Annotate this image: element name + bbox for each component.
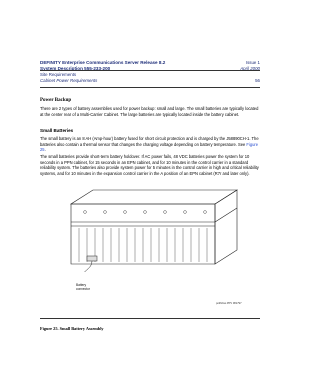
- intro-paragraph: There are 2 types of battery assemblies used for power backup: small and large. The small batteries are typically located at the center rear of a Multi-Carrier Cabinet. The large batteries are typically located inside the battery cabinet.: [40, 106, 259, 117]
- figure-caption: Figure 25. Small Battery Assembly: [40, 326, 104, 331]
- header-bottom-rule: [40, 87, 260, 88]
- callout-line-2: connector: [76, 286, 90, 291]
- section-name[interactable]: Site Requirements: [40, 72, 77, 77]
- paragraph-text: The small battery is an 8 AH (Amp-hour) battery fused for short circuit protection and is charged by the J58890CH-1. The batteries also contain a thermal sensor that changes the charging voltage depending on battery temperature. See: [40, 136, 259, 147]
- figure-25-link[interactable]: Figure 25: [40, 141, 259, 153]
- callout-line-1: Battery: [76, 283, 87, 287]
- small-battery-paragraph: [40, 136, 262, 153]
- doc-title: DEFINITY Enterprise Communications Server Release 8.2: [40, 60, 166, 65]
- issue-date: April 2000: [240, 65, 260, 71]
- doc-number: System Description 555-233-200: [40, 65, 111, 71]
- paragraph-text-end: .: [44, 147, 46, 153]
- battery-connector-callout: [76, 284, 90, 291]
- figure-bottom-rule: [40, 318, 260, 319]
- page-header: [40, 60, 260, 83]
- header-divider: [40, 70, 260, 71]
- issue-label: Issue 1: [245, 60, 260, 65]
- page-number: 56: [255, 77, 260, 83]
- figure-file-id: pcdfcbss PPV 081797: [216, 302, 242, 305]
- holdover-paragraph: The small batteries provide short-term battery holdover. If AC power fails, 48 VDC batteries power the system for 10 seconds in a PPN cabinet, for 15 seconds in an EPN cabinet, and for 10 minutes in the control carrier in a standard reliability system. The batteries also provide system power for 5 minutes in the control carrier in high and critical reliability systems, and for 10 minutes in the expansion control carrier in the A position of an EPN cabinet (R7r and later only).: [40, 154, 259, 176]
- subsection-name[interactable]: Cabinet Power Requirements: [40, 77, 98, 83]
- small-batteries-heading: Small Batteries: [40, 128, 74, 133]
- small-battery-assembly-illustration: [65, 182, 243, 272]
- section-title: Power Backup: [40, 98, 72, 103]
